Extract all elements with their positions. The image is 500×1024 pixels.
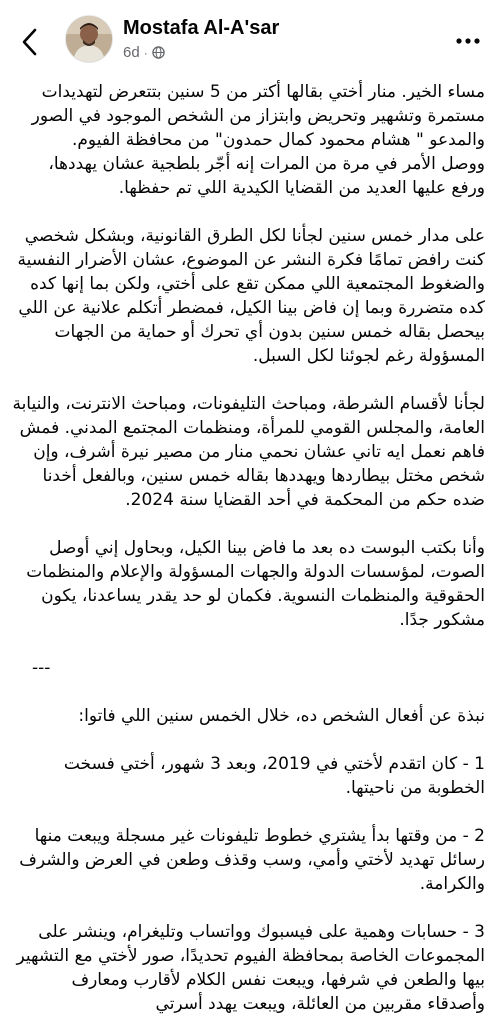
post-meta xyxy=(123,44,165,61)
section-separator: --- xyxy=(32,658,51,678)
post-paragraph-2: على مدار خمس سنين لجأنا لكل الطرق القانونية، وبشكل شخصي كنت رافض تمامًا فكرة النشر عن الموضوع، عشان الأضرار النفسية والضغوط المجتمعية اللي ممكن تقع على أختي، ولكن بما إنها كده كده متضررة وبما إن فاض بينا الكيل، فمضطر أتكلم علانية عن اللي بيحصل بقاله خمس سنين بدون أي تحرك أو حماية من الجهات المسؤولة رغم لجوئنا لكل السبل. xyxy=(17,226,485,366)
post-paragraph-5: نبذة عن أفعال الشخص ده، خلال الخمس سنين اللي فاتوا: xyxy=(78,706,485,726)
post-paragraph-8: 3 - حسابات وهمية على فيسبوك وواتساب وتليغرام، وينشر على المجموعات الخاصة بمحافظة الفيوم تحديدًا، صور لأختي مع التشهير بيها والطعن في شرفها، ويبعت نفس الكلام لأقارب ومعارف وأصدقاء مقربين من العائلة، ويبعت يهدد أسرتي xyxy=(16,922,485,1014)
post-header xyxy=(0,0,500,80)
author-name[interactable]: Mostafa Al-A'sar xyxy=(123,17,280,39)
post-paragraph-6: 1 - كان اتقدم لأختي في 2019، وبعد 3 شهور، أختي فسخت الخطوبة من ناحيتها. xyxy=(63,754,485,798)
post-paragraph-3: لجأنا لأقسام الشرطة، ومباحث التليفونات، ومباحث الانترنت، والنيابة العامة، والمجلس القومي للمرأة، ومنظمات المجتمع المدني. فمش فاهم نعمل ايه تاني عشان نحمي منار من مصير نيرة أشرف، وإن شخص مختل بيطاردها ويهددها بقاله خمس سنين، وبالفعل أخدنا ضده حكم من المحكمة في أحد القضايا سنة 2024. xyxy=(12,394,485,510)
post-text xyxy=(12,80,485,1024)
back-button[interactable] xyxy=(10,22,50,62)
post-paragraph-1: مساء الخير. منار أختي بقالها أكتر من 5 سنين بتتعرض لتهديدات مستمرة وتشهير وتحريض وابتزاز من الشخص الموجود في الصور والمدعو " هشام محمود كمال حمدون" من محافظة الفيوم. ووصل الأمر في مرة من المرات إنه أجّر بلطجية عشان يهددها، ورفع عليها العديد من القضايا الكيدية اللي تم حفظها. xyxy=(31,82,485,198)
author-photo xyxy=(66,16,112,62)
globe-icon xyxy=(152,46,165,59)
chevron-left-icon xyxy=(19,27,41,57)
avatar[interactable] xyxy=(66,16,112,62)
meta-separator: · xyxy=(143,45,148,60)
post-paragraph-4: وأنا بكتب البوست ده بعد ما فاض بينا الكيل، وبحاول إني أوصل الصوت، لمؤسسات الدولة والجهات المسؤولة والإعلام والمنظمات الحقوقية والمنظمات النسوية. فكمان لو حد يقدر يساعدنا، يكون مشكور جدًا. xyxy=(26,538,485,630)
post-paragraph-7: 2 - من وقتها بدأ يشتري خطوط تليفونات غير مسجلة ويبعت منها رسائل تهديد لأختي وأمي، وسب وقذف وطعن في العرض والشرف والكرامة. xyxy=(19,826,485,894)
ellipsis-icon xyxy=(455,37,481,45)
more-options-button[interactable] xyxy=(450,26,486,56)
post-time[interactable]: 6d xyxy=(123,44,140,61)
